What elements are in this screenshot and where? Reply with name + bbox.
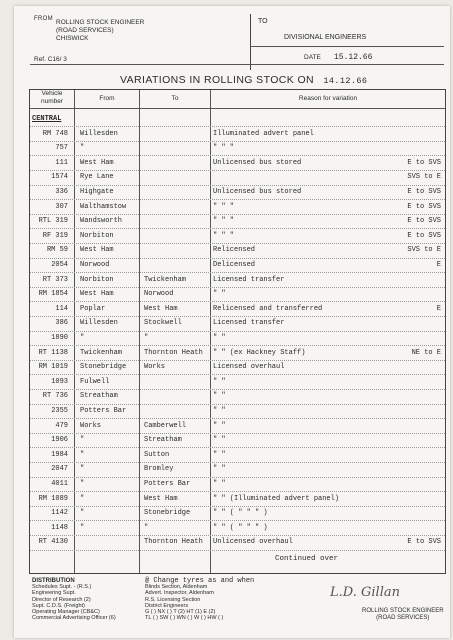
vehicle-number-cell: 336 [55,188,68,196]
from-cell: Wandsworth [80,217,123,226]
from-cell: " [80,465,85,474]
reason-cell: " " [213,436,226,445]
vehicle-number-cell: CENTRAL [32,115,62,123]
reason-cell: " " ( " " " ) [213,509,268,518]
reason-cell: Licensed transfer [213,319,285,328]
variations-table [29,89,446,574]
column-header-reason: Reason for variation [298,95,358,102]
reason-cell: Illuminated advert panel [213,129,314,138]
from-cell: Norwood [80,261,110,269]
vehicle-number-cell: 479 [55,421,68,430]
district-codes: G ( ) NX ( ) T (2) HT (1) E (2) [145,609,216,616]
vehicle-number-cell: RM 1854 [38,290,68,299]
reason-cell: Unlicensed bus stored [213,188,302,196]
vehicle-number-cell: RTL 319 [38,217,68,226]
from-cell: " [80,450,85,459]
from-cell: Norbiton [80,231,114,240]
to-cell: Stockwell [144,319,182,328]
table-row [30,258,445,273]
table-row [30,185,445,200]
from-cell: West Ham [80,158,114,167]
reason-cell: " " [213,290,226,299]
table-row [30,243,445,258]
vehicle-number-cell: RM 59 [46,246,68,255]
to-cell: " [144,523,149,532]
distribution-title: DISTRIBUTION [32,578,75,584]
vehicle-number-cell: 114 [55,304,68,313]
reason-cell: " " " [213,217,235,226]
document-title [120,74,367,86]
role-line: ROLLING STOCK ENGINEER [362,608,444,614]
table-row [30,200,445,215]
from-cell: " [80,480,85,488]
signatory-role [362,608,444,622]
distribution-item: Commercial Advertising Officer (6) [32,615,116,622]
vehicle-number-cell: 1142 [51,509,68,518]
from-cell: Norbiton [80,275,114,284]
reason-cell: Licensed overhaul [213,363,285,372]
code-change-cell: E [436,304,441,313]
code-change-cell: E to SVS [407,202,441,211]
vehicle-number-cell: RM 1019 [38,363,68,372]
table-row [30,477,445,492]
vehicle-number-cell: RT 736 [42,392,68,401]
vehicle-number-cell: RM 748 [42,129,68,138]
vehicle-number-cell: 2047 [51,465,68,474]
vehicle-number-cell: RF 319 [42,231,68,240]
vehicle-number-cell: RT 1138 [38,348,68,357]
from-cell: Stonebridge [80,363,127,372]
code-change-cell: E to SVS [407,188,441,196]
code-change-cell: E [436,261,441,269]
vehicle-number-cell: 111 [55,158,68,167]
distribution-item: Advert. Inspector, Aldenham [145,590,214,597]
to-cell: Sutton [144,450,170,459]
code-change-cell: E to SVS [407,231,441,240]
date-value: 15.12.66 [334,53,373,62]
from-cell: Walthamstow [80,202,127,211]
from-cell: Willesden [80,319,118,328]
to-cell: Bromley [144,465,174,474]
reason-cell: " " [213,465,226,474]
vehicle-number-cell: 757 [55,144,68,153]
reason-cell: " " (ex Hackney Staff) [213,348,306,357]
to-cell: Thornton Heath [144,348,203,357]
table-row [30,448,445,463]
header-row-rule [30,108,445,109]
distribution-item: R.S. Licensing Section [145,596,201,603]
code-change-cell: E to SVS [407,158,441,167]
table-row [30,287,445,302]
distribution-item: Operating Manager (CB&C) [32,609,100,616]
vehicle-number-cell: 4011 [51,480,68,488]
header-rule [250,46,444,47]
reason-cell: Relicensed [213,246,256,255]
vehicle-number-cell: 1148 [51,523,68,532]
table-row [30,170,445,185]
title-text: VARIATIONS IN ROLLING STOCK ON [120,74,315,86]
table-row [30,127,445,142]
reason-cell: " " [213,334,226,342]
table-row [30,229,445,244]
from-cell: " [80,523,85,532]
table-row [30,433,445,448]
vehicle-number-cell: 386 [55,319,68,328]
vehicle-number-cell: 1890 [51,334,68,342]
reason-cell: Relicensed and transferred [213,304,323,313]
vehicle-number-cell: 1984 [51,450,68,459]
reason-cell: " " " [213,144,235,153]
to-cell: Norwood [144,290,174,299]
to-cell: " [144,334,149,342]
from-cell: West Ham [80,246,114,255]
table-row [30,535,445,550]
code-change-cell: SVS to E [407,246,441,255]
role-line: (ROAD SERVICES) [376,615,430,621]
to-value: DIVISIONAL ENGINEERS [284,34,367,41]
distribution-item: Blinds Section, Aldenham [145,584,208,591]
vehicle-number-cell: 2355 [51,407,68,415]
reason-cell: Unlicensed bus stored [213,158,302,167]
vehicle-number-cell: 1093 [51,377,68,386]
reason-cell: " " [213,480,226,488]
from-cell: Willesden [80,129,118,138]
to-cell: Stonebridge [144,509,191,518]
from-label: FROM [34,16,53,22]
table-row [30,214,445,229]
reason-cell: " " [213,377,226,386]
table-row [30,506,445,521]
table-row [30,156,445,171]
to-cell: Works [144,363,166,372]
reason-cell: " " " [213,202,235,211]
to-cell: West Ham [144,494,178,503]
table-row [30,492,445,507]
from-line: CHISWICK [56,35,89,42]
table-row [30,331,445,346]
reason-cell: " " " [213,231,235,240]
code-change-cell: E to SVS [407,538,441,547]
distribution-item: Supt. C.D.S. (Freight) [32,602,85,609]
table-row [30,419,445,434]
reason-cell: " " [213,421,226,430]
from-value [56,19,144,43]
reason-cell: " " (Illuminated advert panel) [213,494,340,503]
table-row [30,346,445,361]
column-header-to: To [171,95,179,102]
distribution-item: Director of Research (2) [32,596,91,603]
vehicle-number-cell: 1906 [51,436,68,445]
reference-number: Ref. C16/ 3 [34,56,67,63]
distribution-list [32,578,116,621]
table-row [30,462,445,477]
reason-cell: " " [213,392,226,401]
from-cell: " [80,144,85,153]
code-change-cell: E to SVS [407,217,441,226]
reason-cell: " " [213,450,226,459]
from-cell: Twickenham [80,348,123,357]
reason-cell: Delicensed [213,261,256,269]
vehicle-number-cell: RT 373 [42,275,68,284]
from-cell: " [80,436,85,445]
from-cell: West Ham [80,290,114,299]
to-cell: Camberwell [144,421,187,430]
from-cell: Potters Bar [80,407,127,415]
code-change-cell: NE to E [411,348,441,357]
vehicle-number-cell: RT 4130 [38,538,68,547]
from-cell: Poplar [80,304,106,313]
table-row [30,521,445,536]
column-header-from: From [99,95,115,102]
vehicle-number-cell: 2054 [51,261,68,269]
from-cell: " [80,494,85,503]
distribution-secondary [145,578,254,621]
to-cell: West Ham [144,304,178,313]
to-cell: Thornton Heath [144,538,203,547]
header-divider [250,14,251,70]
table-row [30,112,445,127]
continued-note: Continued over [275,555,339,563]
vehicle-number-cell: 1574 [51,173,68,182]
tyre-note: @ Change tyres as and when [145,577,255,585]
district-codes: TL ( ) SW ( ) WN ( ) W ( ) HW ( ) [145,615,224,622]
to-cell: Streatham [144,436,182,445]
table-row [30,404,445,419]
column-header-vehicle: Vehicle number [40,90,64,105]
reason-cell: " " ( " " " ) [213,523,268,532]
from-cell: Rye Lane [80,173,114,182]
header-bottom-rule [30,64,444,65]
table-row [30,389,445,404]
table-row [30,375,445,390]
from-cell: Streatham [80,392,118,401]
distribution-item: Engineering Supt. [32,590,76,597]
table-row [30,141,445,156]
vehicle-number-cell: RM 1089 [38,494,68,503]
handwritten-signature: L.D. Gillan [330,585,400,600]
code-change-cell: SVS to E [407,173,441,182]
from-cell: Fulwell [80,377,110,386]
from-cell: Highgate [80,188,114,196]
date-label: DATE [304,54,321,61]
reason-cell: " " [213,407,226,415]
to-label: TO [258,18,268,25]
table-row [30,316,445,331]
reason-cell: Licensed transfer [213,275,285,284]
from-cell: " [80,334,85,342]
title-date: 14.12.66 [323,76,368,86]
from-cell: " [80,509,85,518]
from-line: ROLLING STOCK ENGINEER [56,19,145,26]
reason-cell: Unlicensed overhaul [213,538,293,547]
vehicle-number-cell: 307 [55,202,68,211]
from-cell: Works [80,421,102,430]
memo-header [16,8,444,62]
from-line: (ROAD SERVICES) [56,27,114,34]
table-row [30,302,445,317]
distribution-item: District Engineers [145,602,189,609]
table-row [30,273,445,288]
to-cell: Twickenham [144,275,187,284]
table-row [30,360,445,375]
to-cell: Potters Bar [144,480,191,488]
distribution-item: Schedules Supt. - (R.S.) [32,584,92,591]
